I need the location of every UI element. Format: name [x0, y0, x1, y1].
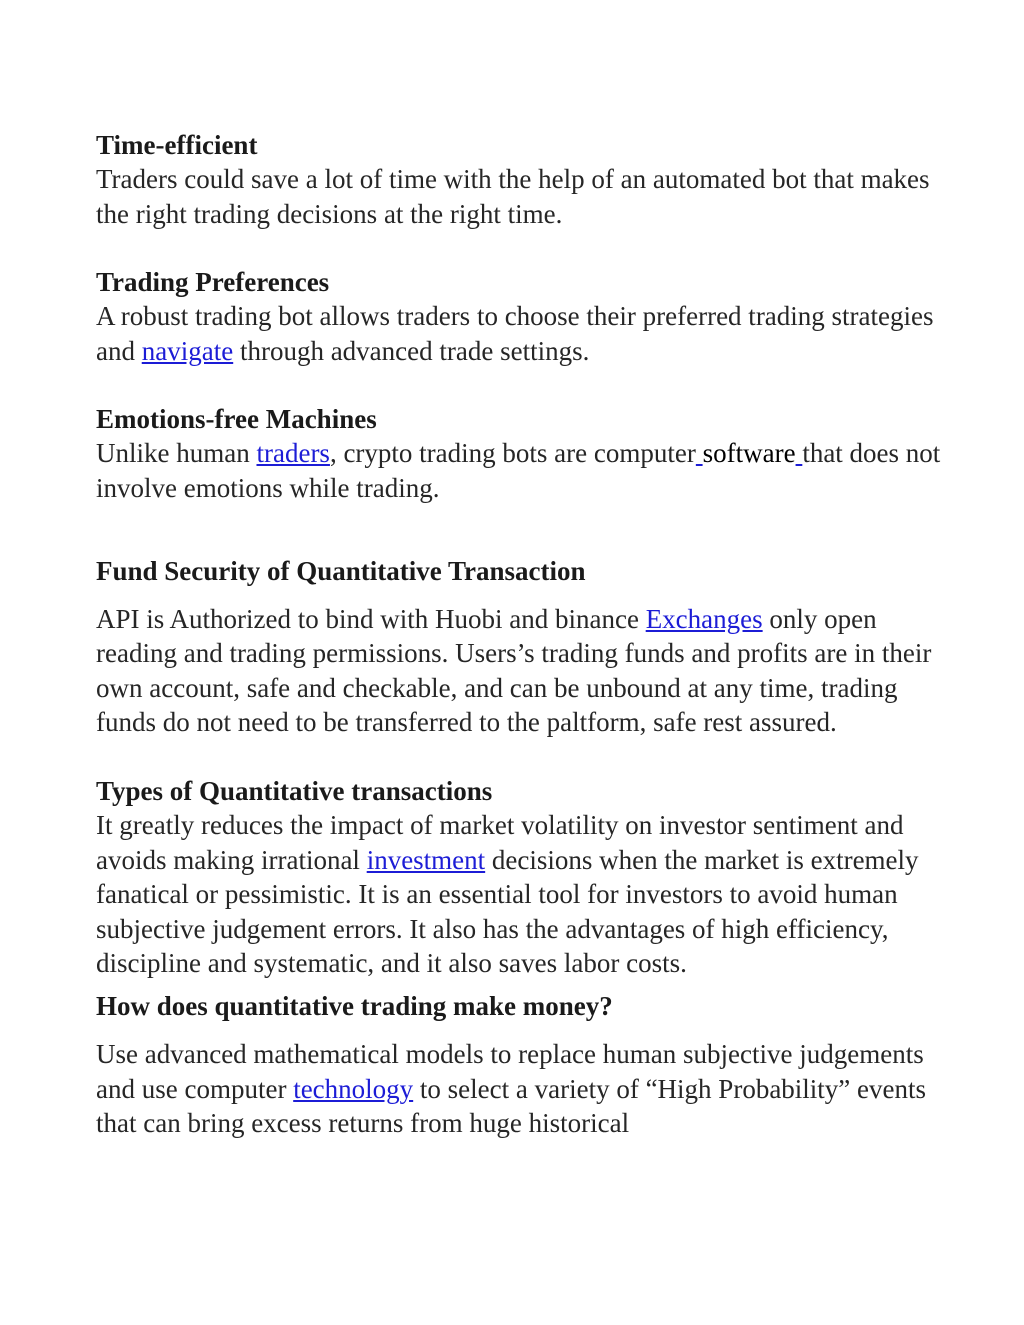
document-page — [96, 128, 946, 1141]
link-technology[interactable]: technology — [293, 1073, 414, 1104]
paragraph-text: decisions when the market is extremely fanatical or pessimistic. It is an essential tool for investors to avoid human subjective judgement errors. It also has the advantages of high efficiency, discipline and systematic, and it also saves labor costs. — [96, 844, 919, 979]
paragraph-text: , crypto trading bots are computer — [329, 438, 696, 469]
paragraph-text: Unlike human — [96, 438, 257, 469]
software-word: software — [702, 438, 796, 469]
section-text-emotions-free — [96, 436, 946, 505]
link-traders[interactable]: traders — [256, 438, 330, 469]
section-text-time-efficient — [96, 162, 946, 231]
paragraph-text: A robust trading bot allows traders to choose their preferred trading strategies and — [96, 301, 934, 366]
section-text-types — [96, 808, 946, 981]
paragraph-text: Traders could save a lot of time with the help of an automated bot that makes the right trading decisions at the right time. — [96, 164, 930, 229]
paragraph-text: to select a variety of “High Probability” events that can bring excess returns from huge historical — [96, 1073, 927, 1139]
paragraph-text: that does not involve emotions while trading. — [96, 438, 941, 503]
link-exchanges[interactable]: Exchanges — [645, 603, 763, 634]
link-investment[interactable]: investment — [366, 844, 486, 875]
paragraph-text: API is Authorized to bind with Huobi and binance — [96, 603, 646, 634]
link-navigate[interactable]: navigate — [141, 335, 234, 366]
link-software-underline-left[interactable] — [696, 438, 703, 468]
section-heading-emotions-free: Emotions-free Machines — [96, 404, 377, 435]
paragraph-text: through advanced trade settings. — [233, 335, 590, 366]
section-heading-fund-security: Fund Security of Quantitative Transaction — [96, 555, 586, 586]
section-text-trading-preferences — [96, 299, 946, 368]
section-heading-types: Types of Quantitative transactions — [96, 775, 493, 806]
section-text-fund-security — [96, 602, 946, 740]
section-text-how-money — [96, 1037, 946, 1141]
paragraph-text: It greatly reduces the impact of market volatility on investor sentiment and avoids making irrational — [96, 809, 904, 875]
paragraph-text: only open reading and trading permissions. Users’s trading funds and profits are in their own account, safe and checkable, and can be unbound at any time, trading funds do not need to be transferred to the paltform, safe rest assured. — [96, 603, 932, 738]
section-heading-time-efficient: Time-efficient — [96, 130, 258, 160]
section-heading-trading-preferences: Trading Preferences — [96, 267, 330, 298]
section-heading-how-money: How does quantitative trading make money? — [96, 990, 613, 1021]
paragraph-text: Use advanced mathematical models to replace human subjective judgements and use computer — [96, 1038, 924, 1104]
